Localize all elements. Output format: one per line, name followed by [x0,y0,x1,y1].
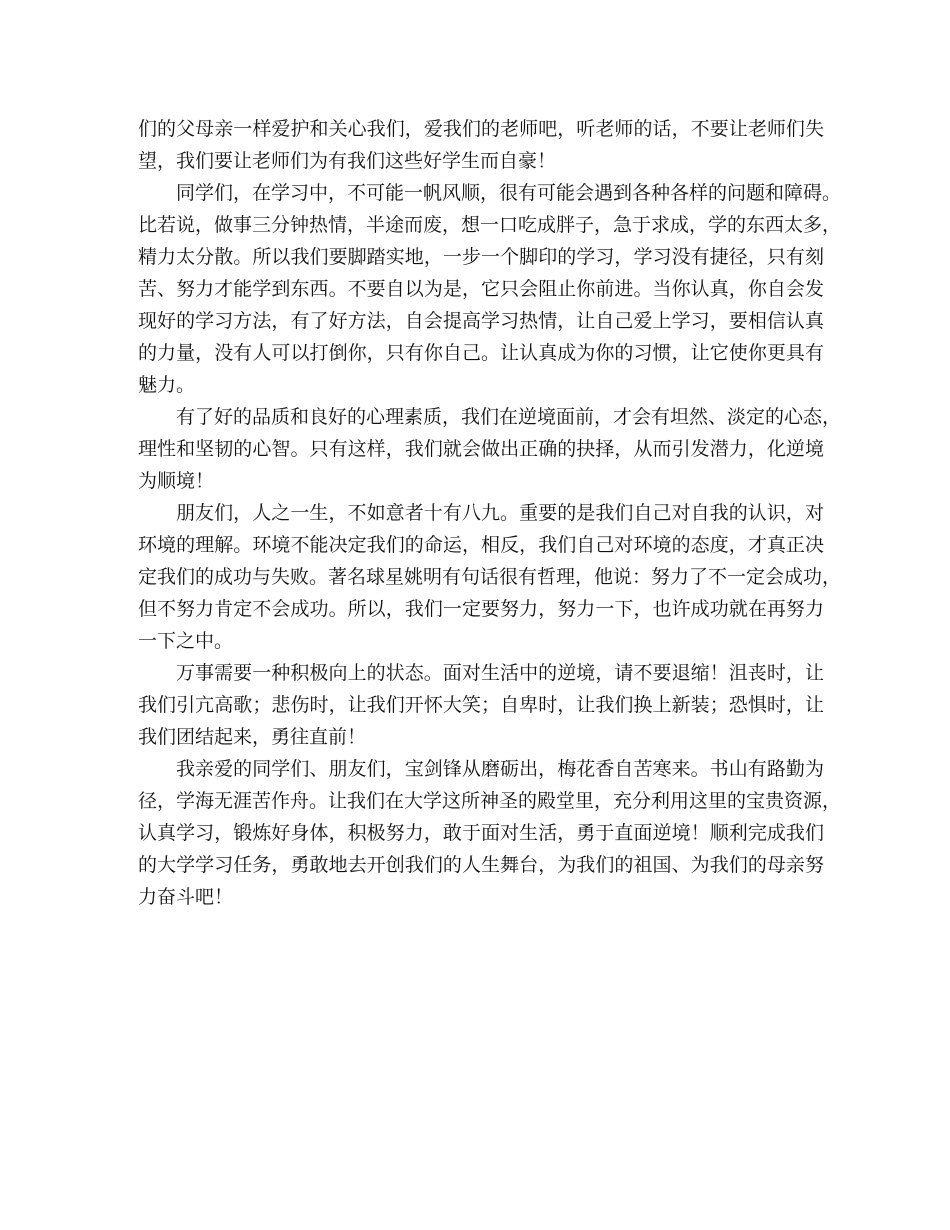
text-line: 苦、努力才能学到东西。不要自以为是，它只会阻止你前进。当你认真，你自会发 [138,278,824,300]
text-line: 理性和坚韧的心智。只有这样，我们就会做出正确的抉择，从而引发潜力，化逆境 [138,438,824,460]
paragraph-first-line: 有了好的品质和良好的心理素质，我们在逆境面前，才会有坦然、淡定的心态， [176,406,842,428]
text-line: 们的父母亲一样爱护和关心我们，爱我们的老师吧，听老师的话，不要让老师们失 [138,118,824,140]
text-line: 精力太分散。所以我们要脚踏实地，一步一个脚印的学习，学习没有捷径，只有刻 [138,246,824,268]
text-line: 径，学海无涯苦作舟。让我们在大学这所神圣的殿堂里，充分利用这里的宝贵资源， [138,790,842,812]
text-line: 环境的理解。环境不能决定我们的命运，相反，我们自己对环境的态度，才真正决 [138,534,824,556]
text-line: 为顺境！ [138,470,215,492]
paragraph-first-line: 朋友们，人之一生，不如意者十有八九。重要的是我们自己对自我的认识，对 [176,502,824,524]
text-line: 认真学习，锻炼好身体，积极努力，敢于面对生活，勇于直面逆境！顺利完成我们 [138,822,824,844]
text-line: 但不努力肯定不会成功。所以，我们一定要努力，努力一下，也许成功就在再努力 [138,598,824,620]
text-line: 的大学学习任务，勇敢地去开创我们的人生舞台，为我们的祖国、为我们的母亲努 [138,854,824,876]
text-line: 现好的学习方法，有了好方法，自会提高学习热情，让自己爱上学习，要相信认真 [138,310,824,332]
text-line: 的力量，没有人可以打倒你，只有你自己。让认真成为你的习惯，让它使你更具有 [138,342,824,364]
text-line: 比若说，做事三分钟热情，半途而废，想一口吃成胖子，急于求成，学的东西太多， [138,214,842,236]
paragraph-first-line: 万事需要一种积极向上的状态。面对生活中的逆境，请不要退缩！沮丧时，让 [176,662,824,684]
text-line: 定我们的成功与失败。著名球星姚明有句话很有哲理，他说：努力了不一定会成功， [138,566,842,588]
text-line: 望，我们要让老师们为有我们这些好学生而自豪！ [138,150,557,172]
text-line: 我们团结起来，勇往直前！ [138,726,367,748]
text-line: 魅力。 [138,374,196,396]
text-line: 力奋斗吧！ [138,886,234,908]
text-line: 一下之中。 [138,630,234,652]
document-body [138,113,842,913]
paragraph-first-line: 我亲爱的同学们、朋友们，宝剑锋从磨砺出，梅花香自苦寒来。书山有路勤为 [176,758,824,780]
text-line: 我们引亢高歌；悲伤时，让我们开怀大笑；自卑时，让我们换上新装；恐惧时，让 [138,694,824,716]
paragraph-first-line: 同学们，在学习中，不可能一帆风顺，很有可能会遇到各种各样的问题和障碍。 [176,182,842,204]
